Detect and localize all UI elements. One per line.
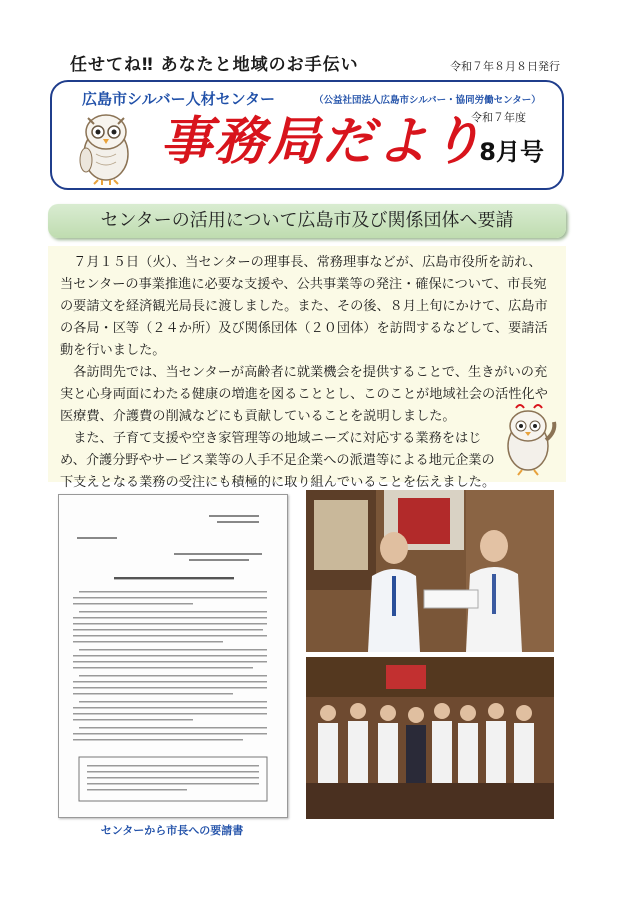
letter-page-illustration	[59, 495, 287, 817]
fiscal-year: 令和７年度	[471, 111, 526, 124]
owl-mascot-icon	[74, 108, 138, 186]
request-letter-image	[58, 494, 288, 818]
group-scene-illustration	[306, 657, 554, 819]
paragraph: 各訪問先では、当センターが高齢者に就業機会を提供することで、生きがいの充実と心身両面にわたる健康の増進を図ることとし、このことが地域社会の活性化や医療費、介護費の削減などにも貢献していることを説明しました。	[60, 365, 548, 424]
article-headline: センターの活用について広島市及び関係団体へ要請	[48, 204, 566, 238]
tagline: 任せてね‼ あなたと地域のお手伝い	[70, 55, 359, 75]
org-subtitle: （公益社団法人広島市シルバー・協同労働センター）	[314, 95, 541, 106]
issue-date: 令和７年８月８日発行	[450, 60, 560, 73]
issue-number: 8月号	[479, 138, 544, 166]
group-photo	[306, 657, 554, 819]
handover-scene-illustration	[306, 490, 554, 652]
newsletter-title: 事務局だより	[160, 112, 485, 172]
article-body	[48, 246, 566, 490]
handover-photo	[306, 490, 554, 652]
masthead	[50, 80, 564, 190]
owl-mascot-waving-icon	[496, 400, 560, 478]
paragraph: ７月１５日（火）、当センターの理事長、常務理事などが、広島市役所を訪れ、当センターの事業推進に必要な支援や、公共事業等の発注・確保について、市長宛の要請文を経済観光局長に渡しました。また、その後、８月上旬にかけて、広島市の各局・区等（２４か所）及び関係団体（２０団体）を訪問するなどして、要請活動を行いました。	[60, 255, 548, 358]
letter-caption: センターから市長への要請書	[100, 824, 244, 837]
paragraph: また、子育て支援や空き家管理等の地域ニーズに対応する業務をはじめ、介護分野やサービス業等の人手不足企業への派遣等による地元企業の下支えとなる業務の受注にも積極的に取り組んでいることを伝えました。	[60, 431, 496, 490]
org-name: 広島市シルバー人材センター	[82, 90, 275, 108]
